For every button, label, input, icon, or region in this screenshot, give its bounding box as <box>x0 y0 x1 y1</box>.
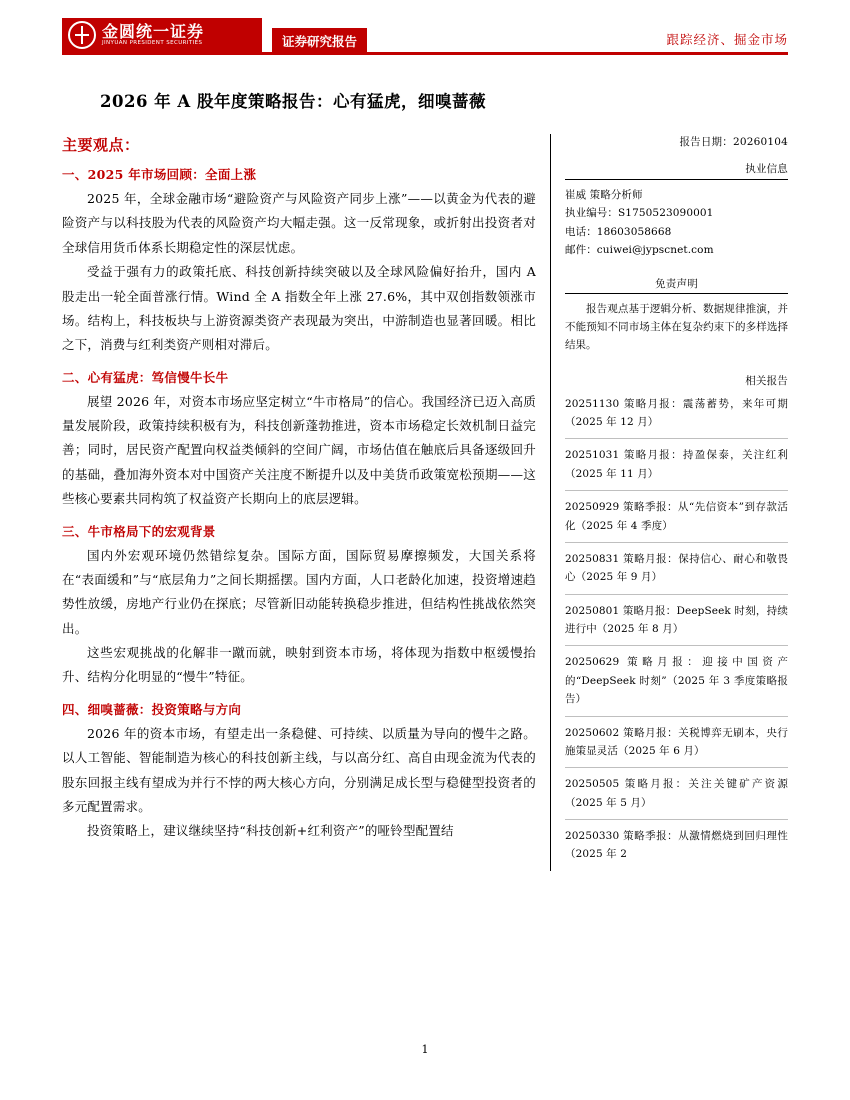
page-number: 1 <box>421 1043 429 1056</box>
list-item[interactable]: 20250505 策略月报：关注关键矿产资源（2025 年 5 月） <box>565 768 788 820</box>
document-body <box>62 134 788 871</box>
list-item[interactable]: 20250330 策略季报：从激情燃烧到回归理性（2025 年 2 <box>565 830 788 861</box>
report-date-label: 报告日期： <box>679 136 733 148</box>
analyst-phone: 电话：18603058668 <box>565 225 672 238</box>
related-reports-title: 相关报告 <box>745 374 788 387</box>
list-item[interactable]: 20250831 策略月报：保持信心、耐心和敬畏心（2025 年 9 月） <box>565 543 788 595</box>
analyst-license: 执业编号：S1750523090001 <box>565 207 714 220</box>
paragraph: 展望 2026 年，对资本市场应坚定树立“牛市格局”的信心。我国经济已迈入高质量发展阶段，政策持续积极有为，科技创新蓬勃推进，资本市场稳定长效机制日益完善；同时，居民资产配置向权益类倾斜的空间广阔，市场估值在触底后具备逐级回升的基础，叠加海外资本对中国资产关注度不断提升以及中美货币政策宽松预期——这些核心要素共同构筑了权益资产长期向上的底层逻辑。 <box>62 393 536 507</box>
section-heading: 三、牛市格局下的宏观背景 <box>62 523 216 539</box>
section-bull-confidence <box>62 368 536 512</box>
list-item[interactable]: 20250929 策略季报：从“先信资本”到存款活化（2025 年 4 季度） <box>565 491 788 543</box>
paragraph: 2025 年，全球金融市场“避险资产与风险资产同步上涨”——以黄金为代表的避险资产与以科技股为代表的风险资产均大幅走强。这一反常现象，或折射出投资者对全球信用货币体系长期稳定性的深层忧虑。 <box>62 191 536 255</box>
list-item[interactable]: 20250602 策略月报：关税博弈无刷本，央行施策显灵活（2025 年 6 月） <box>565 717 788 769</box>
report-date <box>565 134 788 149</box>
sidebar-column <box>551 134 788 871</box>
analyst-email: 邮件：cuiwei@jypscnet.com <box>565 244 714 257</box>
paragraph: 投资策略上，建议继续坚持“科技创新+红利资产”的哑铃型配置结 <box>87 823 454 839</box>
page-header <box>62 0 788 60</box>
header-divider <box>62 52 788 55</box>
list-item[interactable]: 20251031 策略月报：持盈保泰，关注红利（2025 年 11 月） <box>565 439 788 491</box>
analyst-name: 崔威 策略分析师 <box>565 189 643 201</box>
section-investment-strategy <box>62 700 536 844</box>
paragraph: 受益于强有力的政策托底、科技创新持续突破以及全球风险偏好抬升，国内 A 股走出一轮全面普涨行情。Wind 全 A 指数全年上涨 27.6%，其中双创指数领涨市场。结构上，科技板块与上游资源类资产表现最为突出，中游制造也显著回暖。相比之下，消费与红利类资产则相对滞后。 <box>62 264 536 353</box>
header-slogan: 跟踪经济、掘金市场 <box>666 32 788 47</box>
analyst-info-title: 执业信息 <box>745 163 788 175</box>
report-type-badge: 证券研究报告 <box>272 28 367 55</box>
page-title: 2026 年 A 股年度策略报告：心有猛虎，细嗅蔷薇 <box>100 92 486 111</box>
section-heading: 二、心有猛虎：笃信慢牛长牛 <box>62 369 229 385</box>
logo-text <box>102 21 205 47</box>
analyst-info-divider <box>565 179 788 180</box>
disclaimer-title: 免责声明 <box>655 277 698 290</box>
paragraph: 2026 年的资本市场，有望走出一条稳健、可持续、以质量为导向的慢牛之路。以人工智能、智能制造为核心的科技创新主线，与以高分红、高自由现金流为代表的股东回报主线有望成为并行不悖的两大核心方向，分别满足成长型与稳健型投资者的多元配置需求。 <box>62 725 536 814</box>
list-item[interactable]: 20250629 策略月报：迎接中国资产的“DeepSeek 时刻”（2025 年 3 季度策略报告） <box>565 646 788 716</box>
list-item[interactable]: 20250801 策略月报：DeepSeek 时刻，持续进行中（2025 年 8 月） <box>565 595 788 647</box>
section-market-review <box>62 165 536 358</box>
disclaimer-text: 报告观点基于逻辑分析、数据规律推演，并不能预知不同市场主体在复杂约束下的多样选择结果。 <box>565 302 788 352</box>
main-points-heading: 主要观点： <box>62 136 140 154</box>
section-macro-background <box>62 522 536 690</box>
logo-name-cn: 金圆统一证券 <box>102 21 205 41</box>
company-logo <box>62 18 262 52</box>
paragraph: 国内外宏观环境仍然错综复杂。国际方面，国际贸易摩擦频发，大国关系将在“表面缓和”与“底层角力”之间长期摇摆。国内方面，人口老龄化加速，投资增速趋势性放缓，房地产行业仍在探底；尽管新旧动能转换稳步推进，但结构性挑战依然突出。 <box>62 547 536 636</box>
disclaimer-divider <box>565 293 788 294</box>
report-date-value: 20260104 <box>732 136 788 148</box>
list-item[interactable]: 20251130 策略月报：震荡蓄势，来年可期（2025 年 12 月） <box>565 388 788 440</box>
logo-name-en: JINYUAN PRESIDENT SECURITIES <box>102 39 203 46</box>
main-column <box>62 134 550 871</box>
paragraph: 这些宏观挑战的化解非一蹴而就，映射到资本市场，将体现为指数中枢缓慢抬升、结构分化明显的“慢牛”特征。 <box>62 645 536 685</box>
section-heading: 四、细嗅蔷薇：投资策略与方向 <box>62 701 242 717</box>
logo-emblem-icon <box>68 21 96 49</box>
section-heading: 一、2025 年市场回顾：全面上涨 <box>62 167 257 182</box>
